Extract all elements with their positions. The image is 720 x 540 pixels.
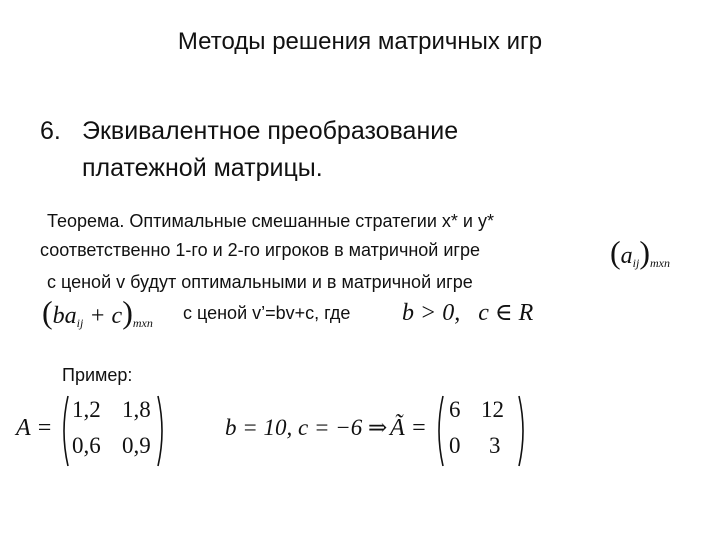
example-label: Пример: — [62, 365, 133, 385]
slide-title: Методы решения матричных игр — [177, 28, 543, 55]
section-number: 6. — [40, 117, 61, 145]
formula-condition: b > 0, c ∈ R — [402, 300, 534, 326]
matrix-a-tilde-cell-2-2: 3 — [489, 433, 501, 458]
matrix-a-tilde-cell-2-1: 0 — [449, 433, 461, 458]
matrix-a-name: A = — [16, 415, 53, 441]
formula-transform: b = 10, c = −6 ⇒ — [225, 415, 388, 440]
matrix-a-row-1 — [72, 397, 172, 423]
matrix-a-tilde-row-1 — [449, 397, 517, 423]
matrix-a-row-2 — [72, 433, 172, 459]
formula-baij-c-matrix: $(ba_{ij} + c)_{mxn}$ — [42, 294, 153, 330]
matrix-a-cell-1-2: 1,8 — [122, 397, 151, 422]
matrix-a-cell-1-1: 1,2 — [72, 397, 101, 422]
formula-aij-sub: ij — [632, 256, 640, 270]
matrix-a-tilde-cell-1-2: 12 — [481, 397, 504, 422]
section-heading-line1: Эквивалентное преобразование — [82, 117, 459, 145]
theorem-line-3: с ценой v будут оптимальными и в матричной игре — [47, 272, 473, 292]
matrix-a-tilde-name: Ã = — [390, 415, 427, 441]
formula-baij-sub: ij — [76, 316, 84, 330]
formula-aij-base: a — [620, 243, 633, 269]
formula-aij-size: mxn — [649, 256, 670, 270]
formula-baij-text: ba — [52, 303, 77, 329]
matrix-a-cell-2-2: 0,9 — [122, 433, 151, 458]
theorem-line-1: Теорема. Оптимальные смешанные стратегии x* и y* — [47, 211, 494, 231]
theorem-line-4: с ценой v’=bv+c, где — [183, 303, 351, 323]
section-heading-line2: платежной матрицы. — [82, 154, 323, 182]
matrix-a-tilde-cell-1-1: 6 — [449, 397, 461, 422]
theorem-line-2: соответственно 1-го и 2-го игроков в матричной игре — [40, 240, 481, 260]
formula-baij-plus: + c — [83, 303, 123, 329]
formula-baij-size: mxn — [132, 316, 153, 330]
formula-aij-matrix: $(a_{ij})_{mxn}$ — [610, 234, 670, 270]
matrix-a-tilde-row-2 — [449, 433, 525, 459]
matrix-a-cell-2-1: 0,6 — [72, 433, 101, 458]
